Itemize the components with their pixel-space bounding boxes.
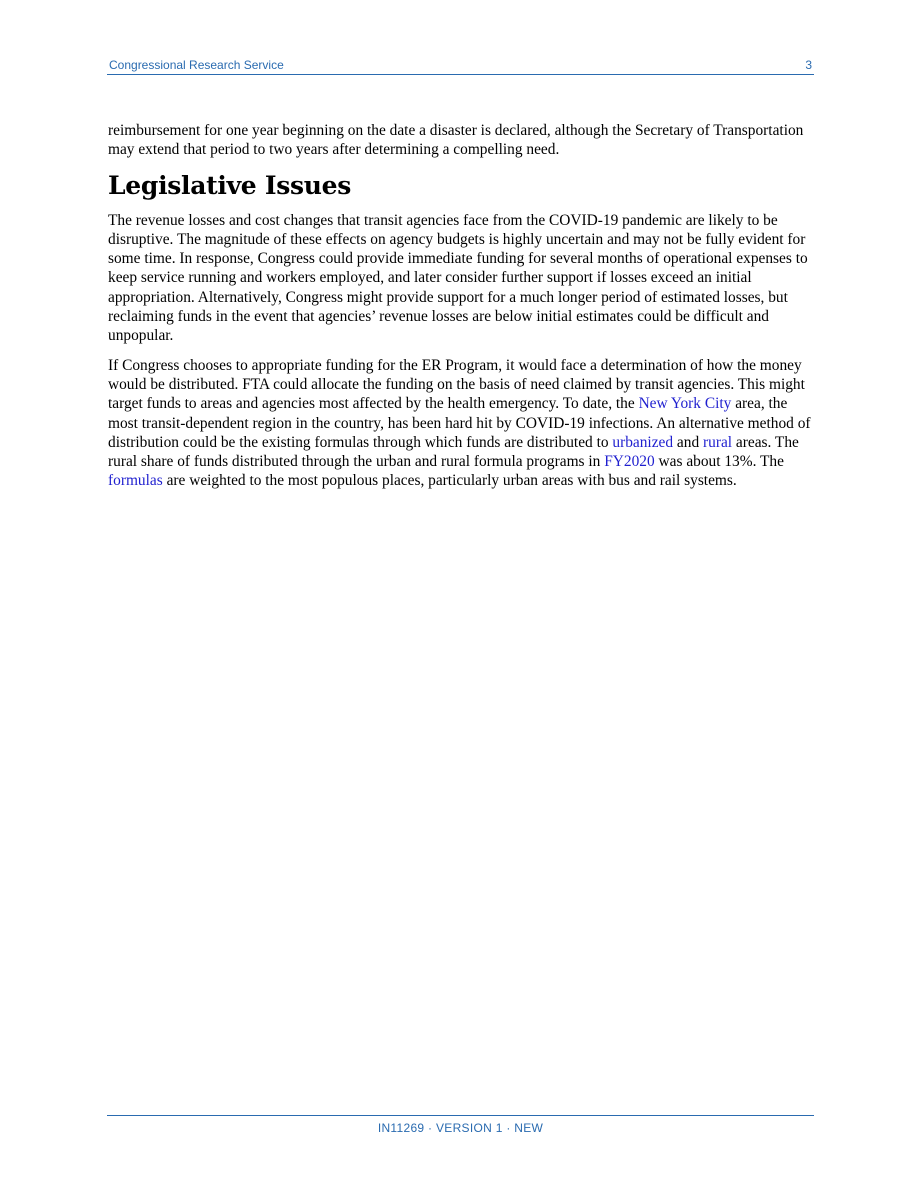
page-number: 3 (805, 58, 812, 72)
paragraph-text: If Congress chooses to appropriate funding for the ER Program, it would face a determination of how the money would be distributed. FTA could allocate the funding on the basis of need claimed by transit agencies. This might target funds to areas and agencies most affected by the health emergency. To date, the (108, 356, 805, 413)
paragraph-text: was about 13%. The (654, 453, 784, 471)
document-id: IN11269 · VERSION 1 · NEW (377, 1121, 544, 1135)
paragraph-text: areas. The rural share of funds distributed through the urban and rural formula programs in (108, 433, 799, 471)
paragraph-text: are weighted to the most populous places, particularly urban areas with bus and rail systems. (162, 472, 737, 490)
paragraph-text: area, the most transit-dependent region in the country, has been hard hit by COVID-19 infections. An alternative method of distribution could be the existing formulas through which funds are distributed to (108, 395, 811, 451)
paragraph-distribution (108, 356, 814, 491)
link-rural[interactable]: rural (703, 433, 733, 451)
document-body (108, 121, 814, 501)
link-fy2020[interactable]: FY2020 (604, 453, 655, 471)
link-new-york-city[interactable]: New York City (638, 395, 732, 413)
link-formulas[interactable]: formulas (108, 472, 163, 490)
paragraph-text: and (673, 433, 703, 451)
header-organization: Congressional Research Service (109, 58, 284, 72)
section-heading: Legislative Issues (108, 170, 352, 200)
page-header (107, 56, 814, 75)
page-footer (107, 1115, 814, 1135)
link-urbanized[interactable]: urbanized (612, 433, 674, 451)
paragraph-revenue-losses: The revenue losses and cost changes that transit agencies face from the COVID-19 pandemic are likely to be disruptive. The magnitude of these effects on agency budgets is highly uncertain and may not be fully evident for some time. In response, Congress could provide immediate funding for several months of operational expenses to keep service running and workers employed, and later consider further support if losses exceed an initial appropriation. Alternatively, Congress might provide support for a much longer period of estimated losses, but reclaiming funds in the event that agencies’ revenue losses are below initial estimates could be difficult and unpopular. (108, 211, 808, 345)
paragraph-continuation: reimbursement for one year beginning on the date a disaster is declared, although the Secretary of Transportation may extend that period to two years after determining a compelling need. (108, 122, 804, 159)
